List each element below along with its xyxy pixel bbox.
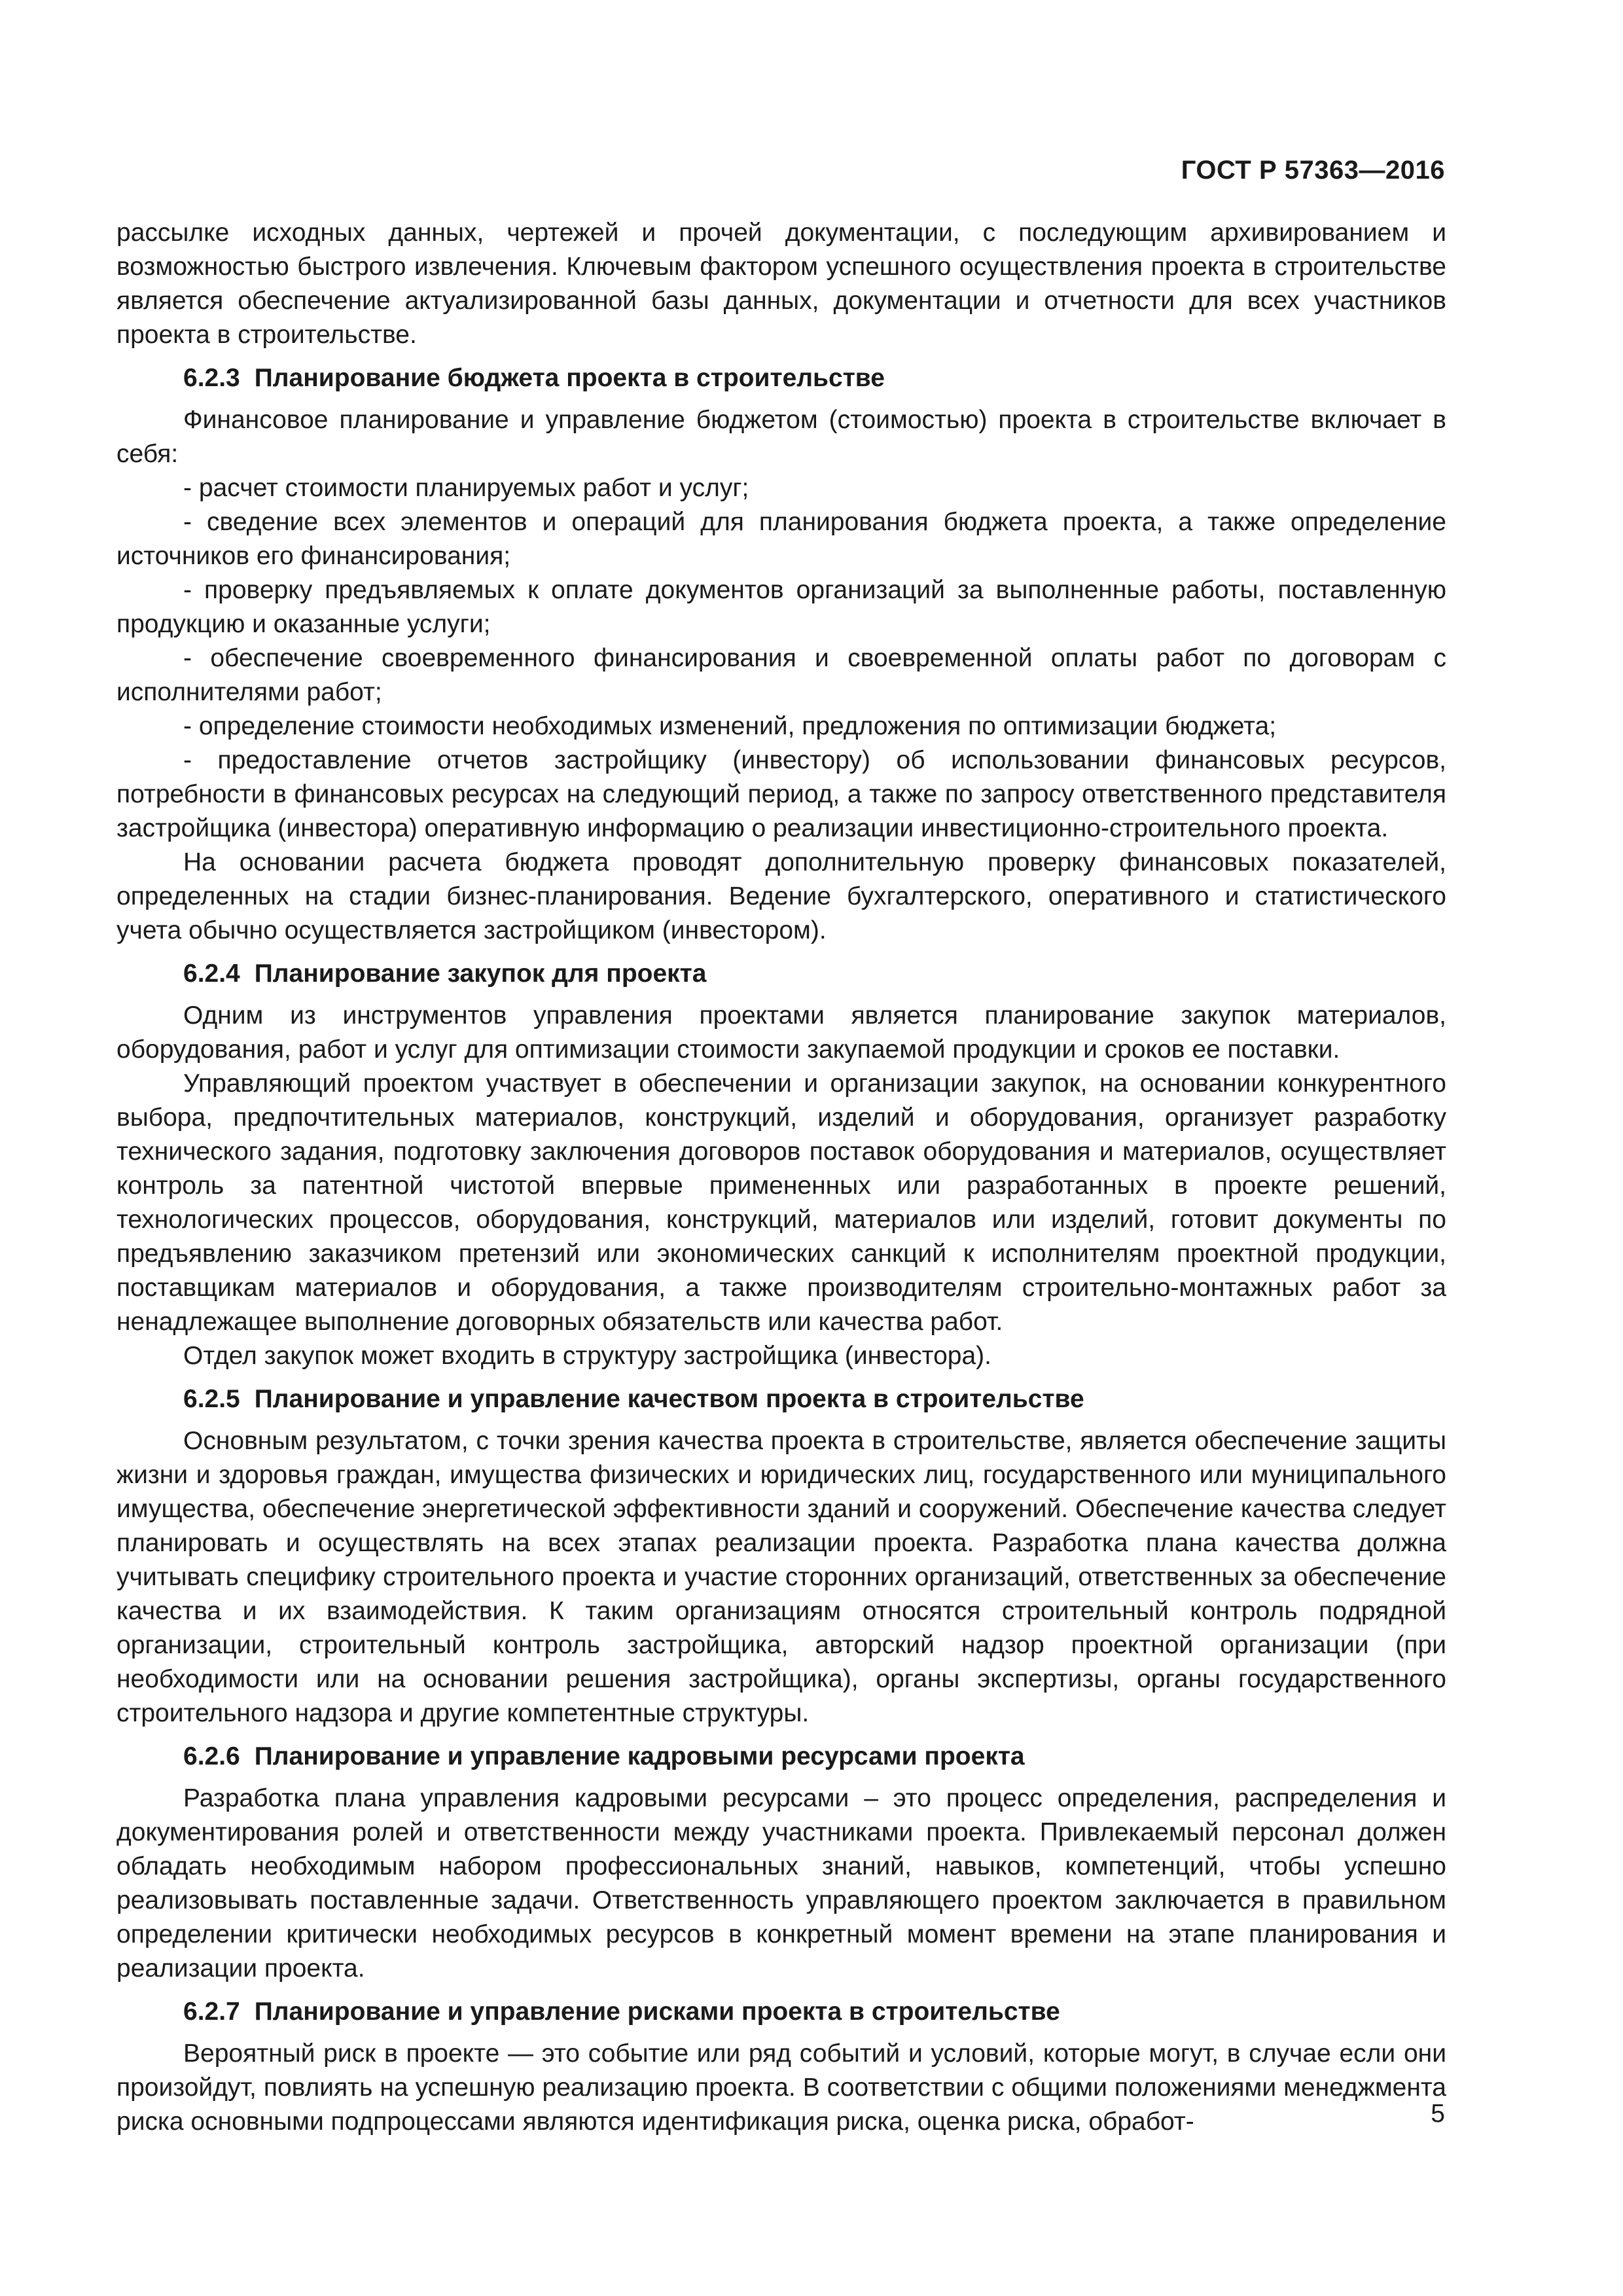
paragraph: Вероятный риск в проекте — это событие или ряд событий и условий, которые могут, в случае если они произойдут, повлиять на успешную реализацию проекта. В соответствии с общими положениями менеджмента риска основными подпроцессами являются идентификация риска, оценка риска, обработ-: [116, 2039, 1446, 2136]
section-lead-paragraph: Финансовое планирование и управление бюджетом (стоимостью) проекта в строительстве включает в себя:: [116, 406, 1446, 468]
section-title: Планирование и управление рисками проекта в строительстве: [254, 1998, 1060, 2026]
paragraph: Разработка плана управления кадровыми ресурсами – это процесс определения, распределения и документирования ролей и ответственности между участниками проекта. Привлекаемый персонал должен обладать необходимым набором профессиональных знаний, навыков, компетенций, чтобы успешно реализовывать поставленные задачи. Ответственность управляющего проектом заключается в правильном определении критически необходимых ресурсов в конкретный момент времени на этапе планирования и реализации проекта.: [116, 1784, 1446, 1982]
intro-paragraph: рассылке исходных данных, чертежей и прочей документации, с последующим архивированием и возможностью быстрого извлечения. Ключевым фактором успешного осуществления проекта в строительстве является обеспечение актуализированной базы данных, документации и отчетности для всех участников проекта в строительстве.: [116, 219, 1446, 349]
list-item: - определение стоимости необходимых изменений, предложения по оптимизации бюджета;: [183, 712, 1277, 740]
section-heading-6-2-5: [116, 1382, 1446, 1416]
page-body: [116, 216, 1446, 2139]
section-heading-6-2-3: [116, 361, 1446, 395]
section-number: 6.2.6: [183, 1742, 240, 1770]
section-title: Планирование бюджета проекта в строительстве: [254, 364, 885, 392]
section-title: Планирование и управление кадровыми ресурсами проекта: [254, 1742, 1025, 1770]
section-number: 6.2.5: [183, 1385, 240, 1413]
paragraph: Отдел закупок может входить в структуру застройщика (инвестора).: [183, 1342, 991, 1370]
document-code: ГОСТ Р 57363—2016: [1181, 156, 1445, 185]
section-heading-6-2-6: [116, 1740, 1446, 1774]
section-heading-6-2-4: [116, 957, 1446, 991]
section-title: Планирование закупок для проекта: [254, 960, 707, 988]
list-item: - обеспечение своевременного финансирования и своевременной оплаты работ по договорам с исполнителями работ;: [116, 644, 1446, 706]
section-number: 6.2.3: [183, 364, 240, 392]
list-item: - предоставление отчетов застройщику (инвестору) об использовании финансовых ресурсов, потребности в финансовых ресурсах на следующий период, а также по запросу ответственного представителя застройщика (инвестора) оперативную информацию о реализации инвестиционно-строительного проекта.: [116, 746, 1446, 842]
section-title: Планирование и управление качеством проекта в строительстве: [254, 1385, 1084, 1413]
paragraph: На основании расчета бюджета проводят дополнительную проверку финансовых показателей, определенных на стадии бизнес-планирования. Ведение бухгалтерского, оперативного и статистического учета обычно осуществляется застройщиком (инвестором).: [116, 848, 1446, 944]
paragraph: Основным результатом, с точки зрения качества проекта в строительстве, является обеспечение защиты жизни и здоровья граждан, имущества физических и юридических лиц, государственного или муниципального имущества, обеспечение энергетической эффективности зданий и сооружений. Обеспечение качества следует планировать и осуществлять на всех этапах реализации проекта. Разработка плана качества должна учитывать специфику строительного проекта и участие сторонних организаций, ответственных за обеспечение качества и их взаимодействия. К таким организациям относятся строительный контроль подрядной организации, строительный контроль застройщика, авторский надзор проектной организации (при необходимости или на основании решения застройщика), органы экспертизы, органы государственного строительного надзора и другие компетентные структуры.: [116, 1427, 1446, 1727]
list-item: - расчет стоимости планируемых работ и услуг;: [183, 474, 749, 502]
paragraph: Одним из инструментов управления проектами является планирование закупок материалов, оборудования, работ и услуг для оптимизации стоимости закупаемой продукции и сроков ее поставки.: [116, 1001, 1446, 1064]
list-item: - проверку предъявляемых к оплате документов организаций за выполненные работы, поставленную продукцию и оказанные услуги;: [116, 576, 1446, 638]
paragraph: Управляющий проектом участвует в обеспечении и организации закупок, на основании конкурентного выбора, предпочтительных материалов, конструкций, изделий и оборудования, организует разработку технического задания, подготовку заключения договоров поставок оборудования и материалов, осуществляет контроль за патентной чистотой впервые примененных или разработанных в проекте решений, технологических процессов, оборудования, конструкций, материалов или изделий, готовит документы по предъявлению заказчиком претензий или экономических санкций к исполнителям проектной продукции, поставщикам материалов и оборудования, а также производителям строительно-монтажных работ за ненадлежащее выполнение договорных обязательств или качества работ.: [116, 1069, 1446, 1336]
page-number: 5: [1431, 2100, 1445, 2128]
section-number: 6.2.7: [183, 1998, 240, 2026]
section-heading-6-2-7: [116, 1995, 1446, 2029]
section-number: 6.2.4: [183, 960, 240, 988]
list-item: - сведение всех элементов и операций для планирования бюджета проекта, а также определение источников его финансирования;: [116, 508, 1446, 570]
